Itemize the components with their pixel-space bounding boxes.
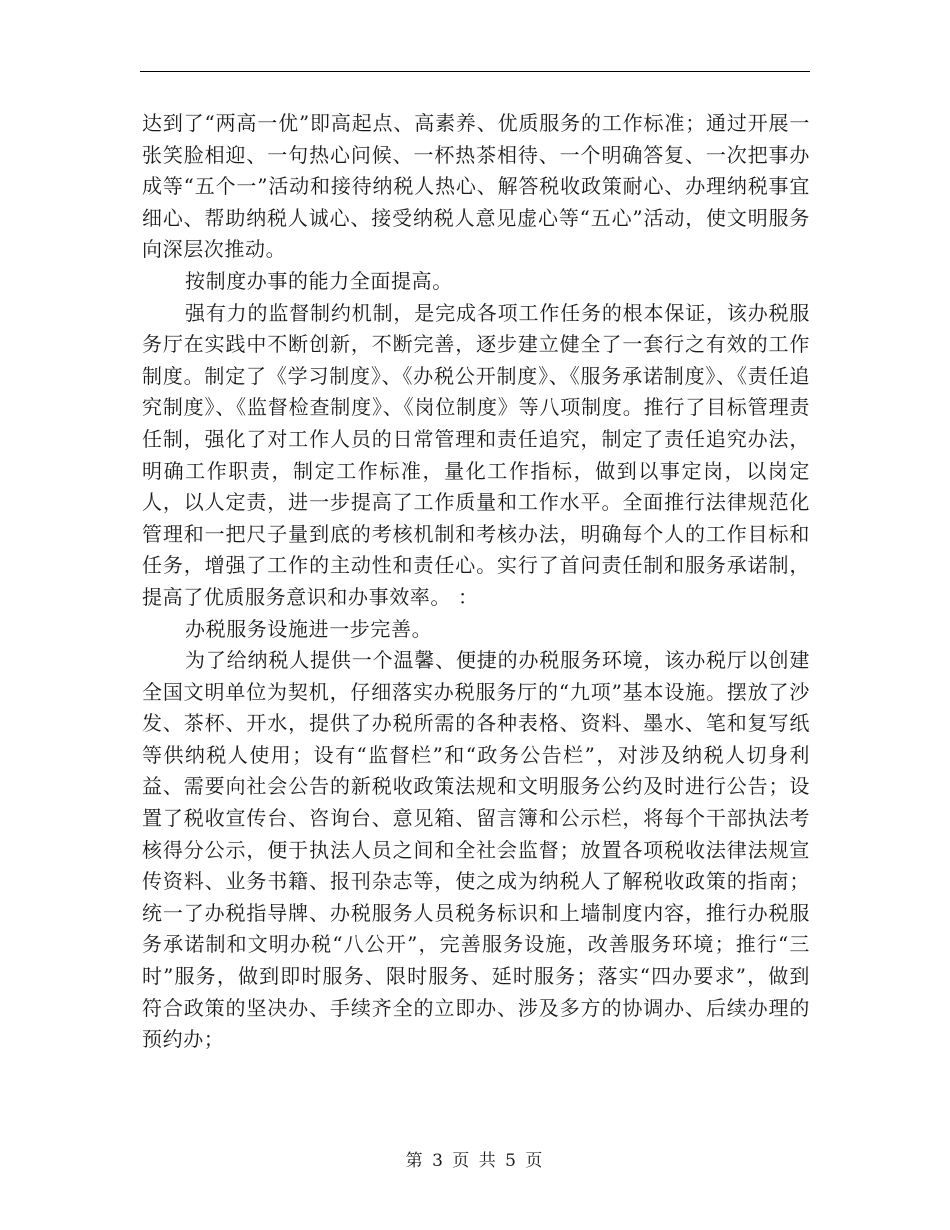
paragraph-5: 为了给纳税人提供一个温馨、便捷的办税服务环境，该办税厅以创建全国文明单位为契机，仔细落实办税服务厅的“九项”基本设施。摆放了沙发、茶杯、开水，提供了办税所需的各种表格、资料、墨水、笔和复写纸等供纳税人使用；设有“监督栏”和“政务公告栏”，对涉及纳税人切身利益、需要向社会公告的新税收政策法规和文明服务公约及时进行公告；设置了税收宣传台、咨询台、意见箱、留言簿和公示栏，将每个干部执法考核得分公示，便于执法人员之间和全社会监督；放置各项税收法律法规宣传资料、业务书籍、报刊杂志等，使之成为纳税人了解税收政策的指南；统一了办税指导牌、办税服务人员税务标识和上墙制度内容，推行办税服务承诺制和文明办税“八公开”，完善服务设施，改善服务环境；推行“三时”服务，做到即时服务、限时服务、延时服务；落实“四办要求”，做到符合政策的坚决办、手续齐全的立即办、涉及多方的协调办、后续办理的预约办； (142, 648, 810, 1052)
page-number-footer: 第 3 页 共 5 页 (405, 1151, 545, 1171)
document-body (142, 108, 810, 1056)
paragraph-3: 强有力的监督制约机制，是完成各项工作任务的根本保证，该办税服务厅在实践中不断创新，不断完善，逐步建立健全了一套行之有效的工作制度。制定了《学习制度》、《办税公开制度》、《服务承诺制度》、《责任追究制度》、《监督检查制度》、《岗位制度》等八项制度。推行了目标管理责任制，强化了对工作人员的日常管理和责任追究，制定了责任追究办法，明确工作职责，制定工作标准，量化工作指标，做到以事定岗，以岗定人，以人定责，进一步提高了工作质量和工作水平。全面推行法律规范化管理和一把尺子量到底的考核机制和考核办法，明确每个人的工作目标和任务，增强了工作的主动性和责任心。实行了首问责任制和服务承诺制，提高了优质服务意识和办事效率。 ： (142, 300, 810, 609)
paragraph-2-heading: 按制度办事的能力全面提高。 (185, 268, 453, 293)
paragraph-4-heading: 办税服务设施进一步完善。 (185, 616, 433, 641)
paragraph-1: 达到了“两高一优”即高起点、高素养、优质服务的工作标准；通过开展一张笑脸相迎、一句热心问候、一杯热茶相待、一个明确答复、一次把事办成等“五个一”活动和接待纳税人热心、解答税收政策耐心、办理纳税事宜细心、帮助纳税人诚心、接受纳税人意见虚心等“五心”活动，使文明服务向深层次推动。 (142, 111, 810, 262)
header-rule (140, 71, 810, 72)
